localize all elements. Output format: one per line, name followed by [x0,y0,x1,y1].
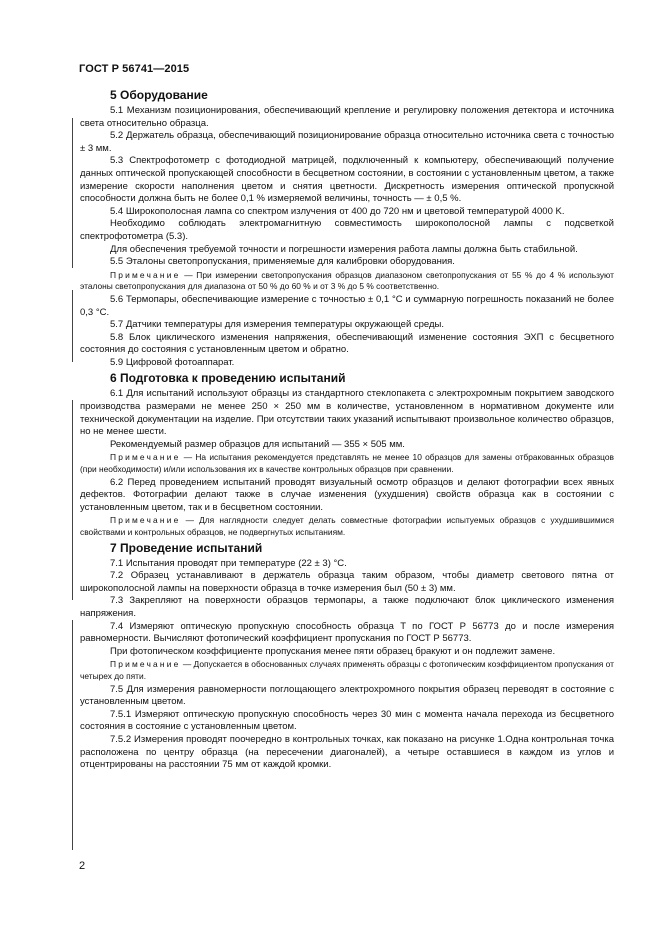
change-bar [72,118,73,268]
change-bar [72,620,73,850]
paragraph: 7.5.2 Измерения проводят поочередно в контрольных точках, как показано на рисунке 1.Одна контрольная точка расположена по центру образца (на пересечении диагоналей), а четыре оставшиеся в каждом из углов и отцентрированы на расстоянии 75 мм от каждой кромки. [80,733,614,771]
paragraph: 7.4 Измеряют оптическую пропускную способность образца T по ГОСТ Р 56773 до и после измерения равномерности. Вычисляют фотопический коэффициент пропускания по ГОСТ Р 56773. [80,620,614,645]
paragraph: 5.3 Спектрофотометр с фотодиодной матрицей, подключенный к компьютеру, обеспечивающий получение данных оптической пропускающей способности в бесцветном состоянии, в состоянии с установленным цветом, а также измерение скорости наполнения цветом и снятия цветности. Дискретность измерения оптической пропускной способности должна быть не более 0,1 % измеряемой величины, точность — ± 0,5 %. [80,155,614,205]
change-bar [72,400,73,600]
paragraph: 5.5 Эталоны светопропускания, применяемые для калибровки оборудования. [110,256,455,268]
note-text: — При измерении светопропускания образцов диапазоном светопропускания от 55 % до 4 % используют эталоны светопропускания для диапазона от 50 % до 60 % и от 3 % до 5 % соответственно. [80,269,614,292]
document-header: ГОСТ Р 56741—2015 [79,63,190,75]
note-text: — Допускается в обоснованных случаях применять образцы с фотопическим коэффициентом пропускания от четырех до пяти. [80,659,614,681]
paragraph: При фотопическом коэффициенте пропускания менее пяти образец бракуют и он подлежит замене. [110,645,556,657]
note [80,515,614,538]
paragraph: 5.8 Блок циклического изменения напряжения, обеспечивающий изменение состояния ЭХП с бесцветного состояния до состояния с установленным цветом и обратно. [80,331,614,356]
paragraph: 5.1 Механизм позиционирования, обеспечивающий крепление и регулировку положения детектора и источника света относительно образца. [80,105,614,129]
paragraph: 5.6 Термопары, обеспечивающие измерение с точностью ± 0,1 °C и суммарную погрешность показаний не более 0,3 °C. [80,293,614,318]
note-text: — На испытания рекомендуется представлять не менее 10 образцов для замены отбракованных образцов (при необходимости) и/или использования их в качестве контрольных образцов при сравнении. [80,452,614,475]
paragraph: 7.5.1 Измеряют оптическую пропускную способность через 30 мин с момента начала перехода из бесцветного состояния в состояние с установленным цветом. [80,708,614,733]
paragraph: 6.1 Для испытаний используют образцы из стандартного стеклопакета с электрохромным покрытием заводского производства размерами не менее 250 × 250 мм в количестве, установленном в нормативном документе или технической документации на изделие. При отсутствии таких указаний испытывают произвольное количество образцов, но не менее шести. [80,388,614,438]
paragraph: 6.2 Перед проведением испытаний проводят визуальный осмотр образцов и делают фотографии всех явных дефектов. Фотографии делают также в случае изменения (ухудшения) свойств образца как в состоянии с установленным цветом, так и в бесцветном состоянии. [80,476,614,513]
paragraph: Рекомендуемый размер образцов для испытаний — 355 × 505 мм. [110,438,405,450]
section-title: 5 Оборудование [110,88,208,102]
section-title: 6 Подготовка к проведению испытаний [110,371,346,386]
note [80,659,614,682]
note [80,270,614,293]
paragraph: 5.9 Цифровой фотоаппарат. [110,356,235,368]
paragraph: 5.7 Датчики температуры для измерения температуры окружающей среды. [110,319,445,331]
note-label: Примечание [110,452,181,463]
paragraph: Для обеспечения требуемой точности и погрешности измерения работа лампы должна быть стабильной. [110,243,578,255]
note-text: — Для наглядности следует делать совместные фотографии испытуемых образцов с ухудшившимися свойствами и контрольных образцов, не подвергнутых испытаниям. [80,515,614,537]
paragraph: 7.2 Образец устанавливают в держатель образца таким образом, чтобы диаметр светового пятна от широкополосной лампы на поверхности образца в точке измерения был (50 ± 3) мм. [80,570,614,594]
paragraph: Необходимо соблюдать электромагнитную совместимость широкополосной лампы с подсветкой спектрофотометра (5.3). [80,218,614,242]
paragraph: 5.2 Держатель образца, обеспечивающий позиционирование образца относительно источника света с точностью ± 3 мм. [80,130,614,154]
section-title: 7 Проведение испытаний [110,540,263,555]
paragraph: 7.1 Испытания проводят при температуре (22 ± 3) °С. [110,557,347,569]
paragraph: 7.5 Для измерения равномерности поглощающего электрохромного покрытия образец переводят в состояние с установленным цветом. [80,683,614,708]
paragraph: 7.3 Закрепляют на поверхности образцов термопары, а также подключают блок циклического изменения напряжения. [80,595,614,619]
note [80,452,614,475]
note-label: Примечание [110,269,181,280]
note-label: Примечание [110,659,181,670]
page-number: 2 [79,860,86,872]
paragraph: 5.4 Широкополосная лампа со спектром излучения от 400 до 720 нм и цветовой температурой 4000 K. [110,205,565,217]
document-body [80,86,614,772]
change-bar [72,290,73,362]
note-label: Примечание [110,515,181,526]
